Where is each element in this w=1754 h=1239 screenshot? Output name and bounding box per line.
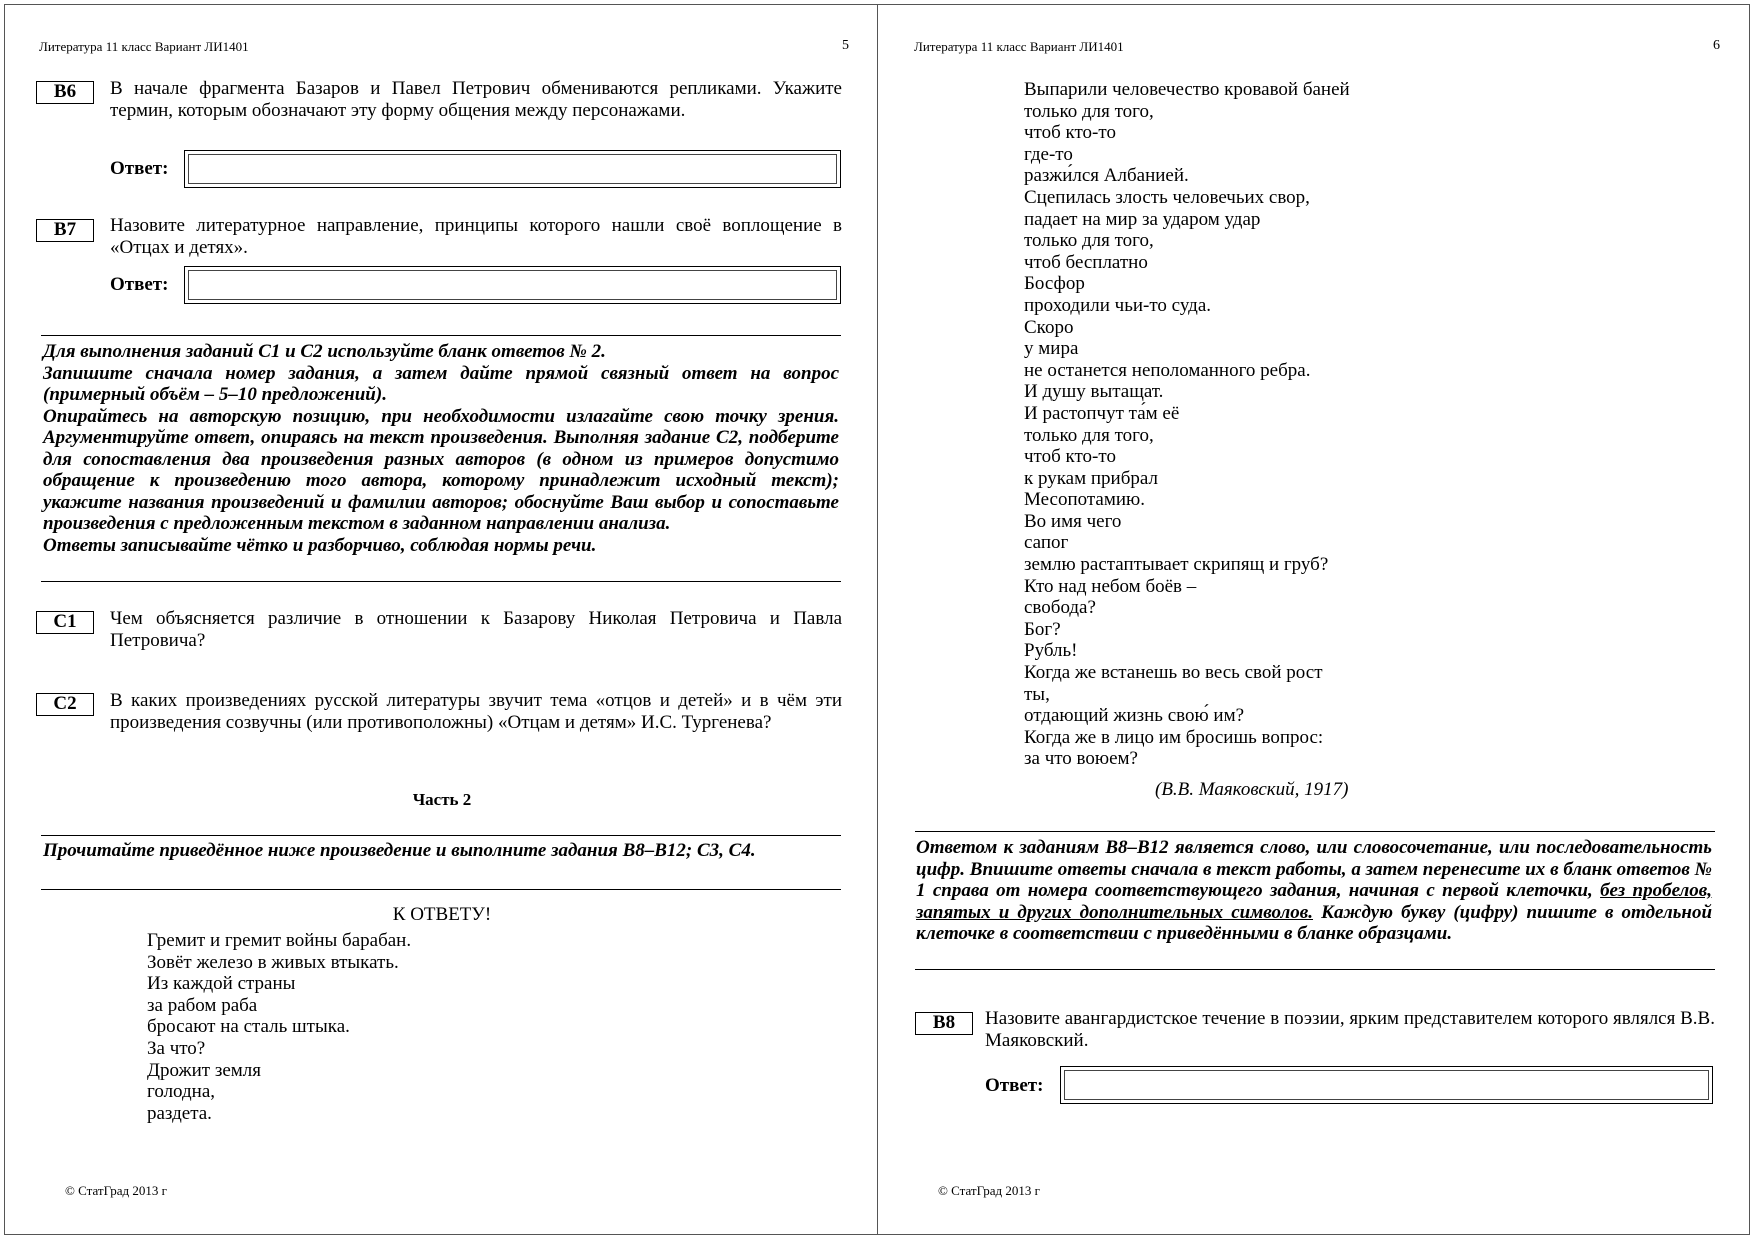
answer-label-b8: Ответ: [985, 1075, 1044, 1096]
task-c2-label: C2 [36, 693, 94, 716]
poem-line: Во имя чего [1024, 510, 1122, 532]
poem-line: проходили чьи-то суда. [1024, 294, 1212, 316]
poem-line: чтоб кто-то [1024, 122, 1116, 144]
instruction-line: Для выполнения заданий С1 и С2 используйте бланк ответов № 2. [43, 341, 606, 362]
page-header: Литература 11 класс Вариант ЛИ1401 [39, 39, 249, 54]
poem-line: сапог [1024, 532, 1069, 554]
poem-line: у мира [1024, 338, 1079, 360]
answer-label-b6: Ответ: [110, 158, 169, 179]
instruction-line: Ответы записывайте чётко и разборчиво, соблюдая нормы речи. [43, 534, 597, 556]
answer-label-b7: Ответ: [110, 274, 169, 295]
poem-line: За что? [147, 1037, 206, 1059]
answer-field-b8[interactable] [1060, 1066, 1713, 1104]
poem-line: к рукам прибрал [1024, 467, 1158, 489]
poem-fragment-1 [147, 930, 411, 1124]
instruction-text: Каждую букву (цифру) пишите в отдельной клеточке в соответствии с приведёнными в бланке образцами. [916, 901, 1713, 944]
instructions-c1-c2 [43, 341, 839, 556]
poem-line: Из каждой страны [147, 973, 296, 995]
task-c2-text: В каких произведениях русской литературы звучит тема «отцов и детей» и в чём эти произведения созвучны (или противоположны) «Отцам и детям» И.С. Тургенева? [110, 690, 842, 733]
poem-line: за рабом раба [147, 994, 258, 1016]
instructions-b8-b12 [916, 837, 1712, 945]
page-header: Литература 11 класс Вариант ЛИ1401 [914, 39, 1124, 54]
divider [41, 335, 841, 336]
poem-line: Бог? [1024, 618, 1061, 640]
poem-line: за что воюем? [1024, 748, 1138, 770]
poem-line: Когда же в лицо им бросишь вопрос: [1024, 726, 1324, 748]
poem-line: Босфор [1024, 273, 1085, 295]
divider [915, 831, 1715, 832]
poem-line: Скоро [1024, 316, 1074, 338]
poem-line: разжи́лся Албанией. [1024, 165, 1189, 187]
poem-line: землю растаптывает скрипящ и груб? [1024, 554, 1329, 576]
poem-line: бросают на сталь штыка. [147, 1016, 350, 1038]
task-c1-label: C1 [36, 611, 94, 634]
poem-fragment-2 [1024, 79, 1350, 770]
poem-line: Дрожит земля [147, 1059, 262, 1081]
poem-line: свобода? [1024, 597, 1096, 619]
poem-line: только для того, [1024, 100, 1154, 122]
divider [41, 835, 841, 836]
page-footer: © СтатГрад 2013 г [65, 1183, 167, 1198]
poem-line: падает на мир за ударом удар [1024, 208, 1261, 230]
part2-instruction: Прочитайте приведённое ниже произведение и выполните задания В8–В12; С3, С4. [43, 840, 756, 861]
poem-attribution: (В.В. Маяковский, 1917) [1155, 779, 1349, 800]
poem-line: ты, [1024, 683, 1050, 705]
divider [41, 581, 841, 582]
poem-line: Гремит и гремит войны барабан. [147, 930, 412, 951]
poem-line: отдающий жизнь свою́ им? [1024, 705, 1245, 727]
page-5 [4, 4, 878, 1235]
instruction-line: Запишите сначала номер задания, а затем дайте прямой связный ответ на вопрос (примерный объём – 5–10 предложений). [43, 362, 839, 405]
task-b7-text: Назовите литературное направление, принципы которого нашли своё воплощение в «Отцах и детях». [110, 215, 842, 258]
task-b8-label: B8 [915, 1012, 973, 1035]
instruction-underlined: без пробелов, запятых и других дополнительных символов. [916, 880, 1713, 923]
task-c1-text: Чем объясняется различие в отношении к Базарову Николая Петровича и Павла Петровича? [110, 608, 842, 651]
task-b7-label: B7 [36, 219, 94, 242]
poem-line: Зовёт железо в живых втыкать. [147, 951, 399, 973]
page-number: 6 [1713, 38, 1720, 53]
poem-line: И растопчут та́м её [1024, 402, 1180, 424]
instruction-text: Ответом к заданиям В8–В12 является слово, или словосочетание, или последовательность цифр. Впишите ответы сначала в текст работы, а затем перенесите их в бланк ответов № 1 справа от номера соответствующего задания, начиная с первой клеточки, [916, 837, 1712, 901]
poem-line: раздета. [147, 1102, 212, 1124]
divider [41, 889, 841, 890]
poem-line: только для того, [1024, 424, 1154, 446]
page-number: 5 [842, 38, 849, 53]
poem-line: Месопотамию. [1024, 489, 1146, 511]
poem-line: голодна, [147, 1081, 216, 1103]
page-6 [877, 4, 1750, 1235]
answer-field-b6[interactable] [184, 150, 841, 188]
poem-line: И душу вытащат. [1024, 381, 1164, 403]
poem-line: Сцепилась злость человечьих свор, [1024, 186, 1310, 208]
task-b6-label: B6 [36, 81, 94, 104]
task-b8-text: Назовите авангардистское течение в поэзии, ярким представителем которого являлся В.В. Маяковский. [985, 1008, 1715, 1051]
answer-field-b7[interactable] [184, 266, 841, 304]
divider [915, 969, 1715, 970]
poem-line: Когда же встанешь во весь свой рост [1024, 662, 1323, 684]
poem-line: Рубль! [1024, 640, 1078, 662]
poem-line: чтоб кто-то [1024, 446, 1116, 468]
poem-line: где-то [1024, 143, 1073, 165]
part-title: Часть 2 [412, 790, 472, 809]
page-footer: © СтатГрад 2013 г [938, 1183, 1040, 1198]
poem-line: чтоб бесплатно [1024, 251, 1148, 273]
poem-line: Выпарили человечество кровавой баней [1024, 79, 1350, 100]
poem-line: только для того, [1024, 230, 1154, 252]
task-b6-text: В начале фрагмента Базаров и Павел Петрович обмениваются репликами. Укажите термин, которым обозначают эту форму общения между персонажами. [110, 78, 842, 121]
poem-title: К ОТВЕТУ! [392, 904, 492, 925]
poem-line: Кто над небом боёв – [1024, 575, 1197, 597]
poem-line: не останется неполоманного ребра. [1024, 359, 1311, 381]
instruction-line: Опирайтесь на авторскую позицию, при необходимости излагайте свою точку зрения. Аргументируйте ответ, опираясь на текст произведения. Выполняя задание С2, подберите для сопоставления два произведения разных авторов (в одном из примеров допустимо обращение к произведению того автора, которому принадлежит исходный текст); укажите названия произведений и фамилии авторов; обоснуйте Ваш выбор и сопоставьте произведения с предложенным текстом в заданном направлении анализа. [43, 405, 839, 534]
